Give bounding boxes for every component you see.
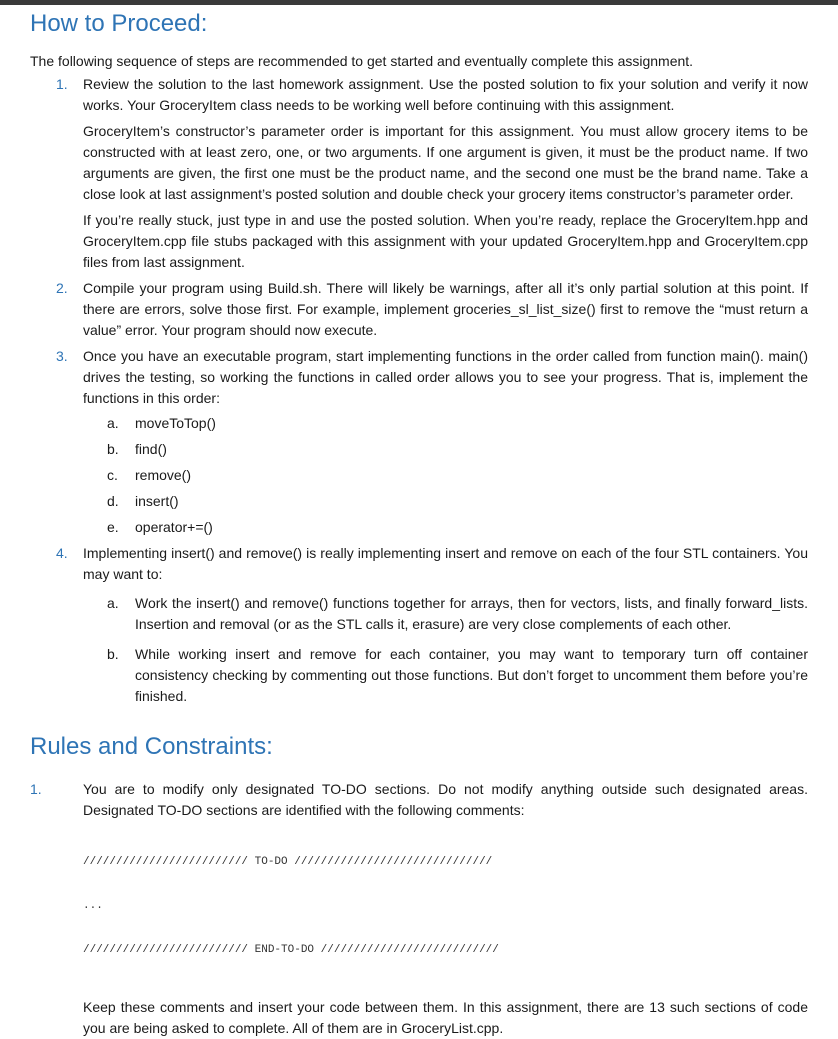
sub-item <box>83 593 808 635</box>
step-3 <box>30 346 808 538</box>
step-paragraph: If you’re really stuck, just type in and use the posted solution. When you’re ready, replace the GroceryItem.hpp and GroceryItem.cpp file stubs packaged with this assignment with your updated GroceryItem.hpp and GroceryItem.cpp files from last assignment. <box>83 212 808 270</box>
sub-item <box>83 439 808 460</box>
sub-item-text: moveToTop() <box>135 415 216 431</box>
sub-item-text: remove() <box>135 467 192 483</box>
step-paragraph: Compile your program using Build.sh. There will likely be warnings, after all it’s only partial solution at this point. If there are errors, solve those first. For example, implement groceries_sl_list_size() first to remove the “must return a value” error. Your program should now execute. <box>83 280 808 338</box>
step-2 <box>30 278 808 341</box>
step-paragraph: Review the solution to the last homework assignment. Use the posted solution to fix your solution and verify it now works. Your GroceryItem class needs to be working well before continuing with this assignment. <box>83 76 808 113</box>
todo-start-comment: ///////////////////////// TO-DO ////////////////////////////// <box>83 856 493 868</box>
sub-item-letter: e. <box>107 519 119 535</box>
sub-item-text: While working insert and remove for each container, you may want to temporary turn off container consistency checking by commenting out those functions. But don’t forget to uncomment them before you’re finished. <box>135 646 808 704</box>
sub-item-letter: b. <box>107 646 119 662</box>
rule-number: 1. <box>30 781 42 797</box>
step-number: 4. <box>56 545 68 561</box>
sub-item-letter: d. <box>107 493 119 509</box>
step-paragraph: Once you have an executable program, start implementing functions in the order called from function main(). main() drives the testing, so working the functions in called order allows you to see your progress. That is, implement the functions in this order: <box>83 348 808 406</box>
rule-1 <box>30 779 808 1039</box>
sub-item <box>83 517 808 538</box>
how-to-proceed-heading: How to Proceed: <box>30 10 208 37</box>
step-number: 1. <box>56 76 68 92</box>
rule-followup-text: Keep these comments and insert your code between them. In this assignment, there are 13 such sections of code you are being asked to complete. All of them are in GroceryList.cpp. <box>83 999 808 1036</box>
sub-item <box>83 491 808 512</box>
rule-text: You are to modify only designated TO-DO sections. Do not modify anything outside such designated areas. Designated TO-DO sections are identified with the following comments: <box>83 781 808 818</box>
sub-item-text: operator+=() <box>135 519 213 535</box>
step-1 <box>30 74 808 273</box>
step-paragraph: GroceryItem’s constructor’s parameter order is important for this assignment. You must allow grocery items to be constructed with at least zero, one, or two arguments. If one argument is given, it must be the product name. If two arguments are given, the first one must be the product name, and the second one must be the brand name. Take a close look at last assignment’s posted solution and double check your grocery items constructor’s parameter order. <box>83 123 808 202</box>
sub-item-letter: a. <box>107 415 119 431</box>
step-number: 3. <box>56 348 68 364</box>
sub-item-letter: b. <box>107 441 119 457</box>
sub-item-letter: c. <box>107 467 118 483</box>
sub-item-text: Work the insert() and remove() functions together for arrays, then for vectors, lists, and finally forward_lists. Insertion and removal (or as the STL calls it, erasure) are very close complements of each other. <box>135 595 808 632</box>
step-paragraph: Implementing insert() and remove() is really implementing insert and remove on each of the four STL containers. You may want to: <box>83 545 808 582</box>
sub-item <box>83 644 808 707</box>
sub-item-letter: a. <box>107 595 119 611</box>
top-border-bar <box>0 0 838 5</box>
intro-paragraph: The following sequence of steps are recommended to get started and eventually complete this assignment. <box>30 53 694 69</box>
sub-item-text: find() <box>135 441 167 457</box>
sub-item <box>83 465 808 486</box>
sub-item <box>83 413 808 434</box>
step-number: 2. <box>56 280 68 296</box>
step-4 <box>30 543 808 707</box>
todo-end-comment: ///////////////////////// END-TO-DO /////////////////////////// <box>83 944 499 956</box>
sub-item-text: insert() <box>135 493 179 509</box>
rules-list <box>30 779 808 1039</box>
todo-comment-block <box>83 827 808 987</box>
function-order-list <box>83 413 808 538</box>
document-page <box>30 8 808 1039</box>
container-tips-list <box>83 593 808 707</box>
steps-list <box>30 74 808 707</box>
rules-and-constraints-heading: Rules and Constraints: <box>30 733 273 760</box>
code-ellipsis: ... <box>83 900 103 912</box>
